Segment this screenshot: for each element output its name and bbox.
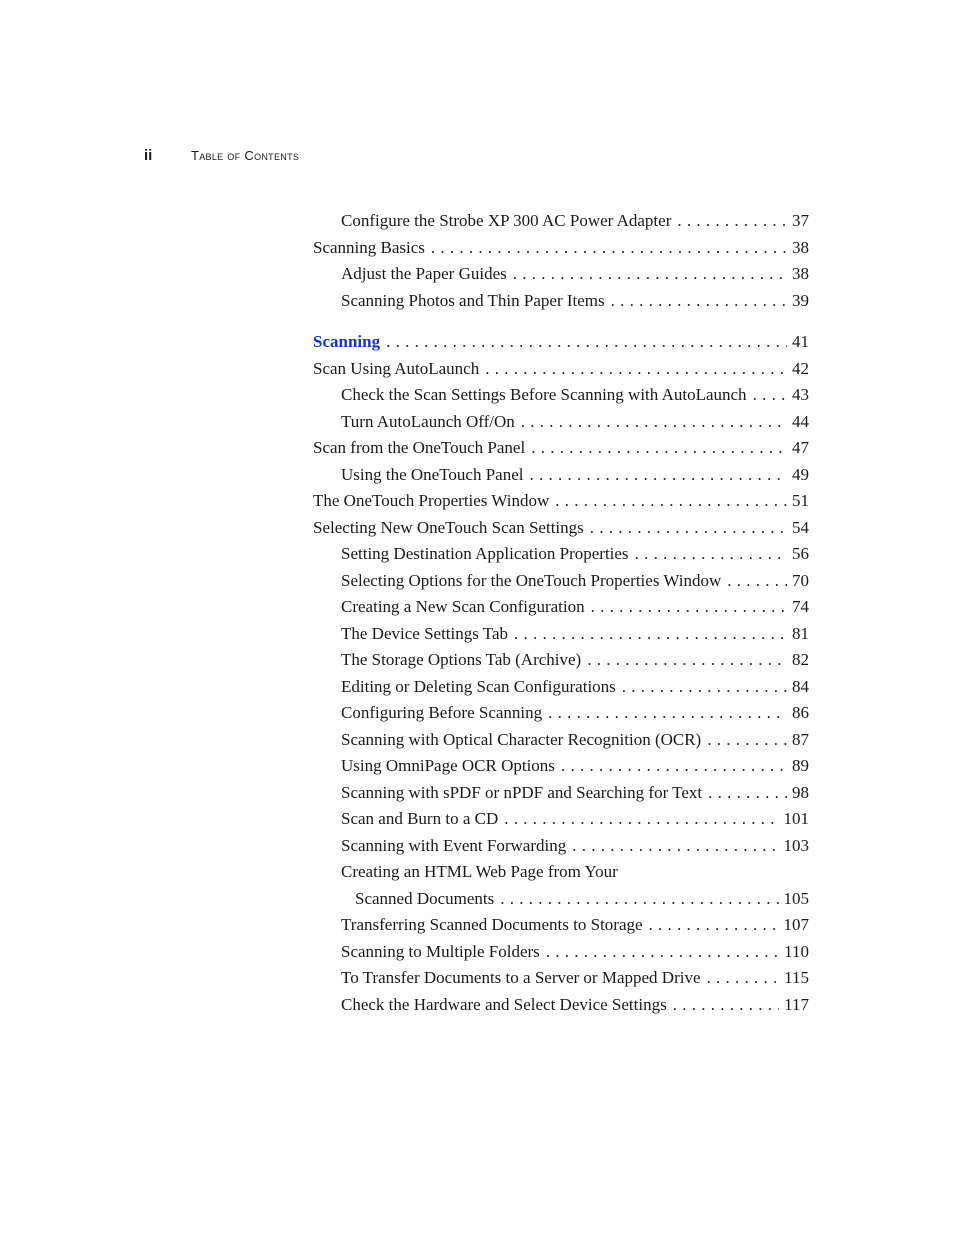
toc-entry[interactable] [341,780,809,807]
toc-entry-title: Configure the Strobe XP 300 AC Power Adapter [341,211,672,230]
toc-entry[interactable] [341,674,809,701]
toc-entry-title: The Storage Options Tab (Archive) [341,650,582,669]
dot-leader [590,515,787,542]
dot-leader [431,235,787,262]
toc-page-number: 82 [792,650,809,669]
dot-leader [555,488,787,515]
toc-entry-title: Selecting Options for the OneTouch Properties Window [341,570,722,590]
toc-entry-title: Scanning with sPDF or nPDF and Searching for Text [341,782,703,802]
toc-entry[interactable] [341,462,809,489]
toc-entry-title: Turn AutoLaunch Off/On [341,411,515,431]
toc-entry[interactable] [341,753,809,780]
toc-entry-title: Using OmniPage OCR Options [341,756,555,775]
toc-entry-title: Check the Scan Settings Before Scanning with AutoLaunch [341,385,747,404]
dot-leader [521,409,787,436]
toc-entry[interactable] [341,806,809,833]
toc-entry-title: Scan Using AutoLaunch [313,358,480,378]
toc-entry-row [341,594,809,621]
toc-entry-row [341,939,809,966]
toc-entry-row [313,435,809,462]
toc-page-number: 41 [792,332,809,351]
toc-entry[interactable] [341,992,809,1019]
toc-page-number: 37 [792,211,809,230]
toc-page-number: 117 [784,994,809,1014]
toc-page-number: 42 [792,358,809,378]
toc-entry-title: To Transfer Documents to a Server or Mapped Drive [341,968,701,987]
header-title: Table of Contents [191,148,300,163]
toc-entry-row [341,674,809,701]
dot-leader [753,382,787,409]
toc-entry[interactable] [341,568,809,595]
toc-entry-row [341,462,809,489]
dot-leader [514,621,787,648]
toc-page-number: 84 [792,676,809,696]
dot-leader [622,674,787,701]
dot-leader [677,208,787,235]
toc-page-number: 70 [792,570,809,590]
dot-leader [649,912,779,939]
toc-entry[interactable] [341,859,809,912]
toc-page-number: 87 [792,729,809,749]
toc-page-number: 47 [792,438,809,457]
toc-entry-title: Configuring Before Scanning [341,703,543,722]
toc-entry-row [313,515,809,542]
toc-entry[interactable] [341,261,809,288]
toc-entry[interactable] [313,356,809,383]
toc-entry-row [341,541,809,568]
toc-entry[interactable] [341,647,809,674]
toc-entry-row [341,261,809,288]
toc-entry[interactable] [341,939,809,966]
dot-leader [485,356,787,383]
dot-leader [727,568,787,595]
toc-page-number: 74 [792,597,809,616]
dot-leader [635,541,787,568]
toc-entry-title: Scanning [313,332,381,351]
toc-page-number: 49 [792,464,809,484]
toc-page-number: 54 [792,517,809,537]
toc-entry[interactable] [341,288,809,315]
toc-entry[interactable] [341,594,809,621]
toc-entry-title: Adjust the Paper Guides [341,264,507,283]
toc-page-number: 101 [783,809,809,828]
toc-entry-row [341,806,809,833]
toc-entry[interactable] [341,621,809,648]
toc-entry[interactable] [313,435,809,462]
toc-entry[interactable] [341,382,809,409]
toc-page-number: 43 [792,385,809,404]
toc-entry-row [341,409,809,436]
toc-page-number: 89 [792,756,809,775]
toc-page-number: 38 [792,237,809,257]
toc-entry-row [341,382,809,409]
toc-entry-title: Scanning to Multiple Folders [341,941,540,961]
toc-entry-title: Creating a New Scan Configuration [341,597,585,616]
dot-leader [500,886,778,913]
dot-leader [707,727,787,754]
toc-entry[interactable] [341,541,809,568]
dot-leader [611,288,787,315]
toc-entry[interactable] [313,515,809,542]
dot-leader [531,435,787,462]
toc-entry-title: Scanning Photos and Thin Paper Items [341,290,605,310]
running-header [144,147,299,169]
toc-entry[interactable] [313,488,809,515]
toc-entry-row [341,753,809,780]
dot-leader [548,700,787,727]
toc-entry-row [313,329,809,356]
toc-entry-row [341,833,809,860]
toc-entry-row [341,647,809,674]
toc-entry[interactable] [341,700,809,727]
dot-leader [708,780,787,807]
toc-page-number: 44 [792,411,809,431]
toc-page-number: 110 [784,941,809,961]
toc-entry-row [341,886,809,913]
toc-entry-title: Check the Hardware and Select Device Settings [341,994,667,1014]
toc-entry-title: Scan from the OneTouch Panel [313,438,526,457]
toc-entry-title: Editing or Deleting Scan Configurations [341,676,616,696]
toc-page-number: 56 [792,544,809,563]
dot-leader [707,965,780,992]
dot-leader [587,647,787,674]
toc-entry-title: The Device Settings Tab [341,623,509,643]
toc-entry-row [341,700,809,727]
toc-page-number: 81 [792,623,809,643]
toc-entry-row [313,235,809,262]
toc-entry[interactable] [341,912,809,939]
toc-entry-row [341,568,809,595]
dot-leader [673,992,779,1019]
toc-chapter-entry[interactable] [313,329,809,356]
toc-page-number: 115 [784,968,809,987]
toc-entry-row [341,288,809,315]
toc-entry-title: Selecting New OneTouch Scan Settings [313,517,584,537]
toc-entry-row [341,727,809,754]
dot-leader [572,833,778,860]
toc-page-number: 98 [792,782,809,802]
toc-entry-row [313,488,809,515]
table-of-contents [313,208,809,1018]
toc-entry-row [313,356,809,383]
toc-entry-title: Transferring Scanned Documents to Storage [341,915,643,934]
toc-entry[interactable] [341,409,809,436]
toc-page-number: 107 [783,915,809,934]
toc-page-number: 105 [783,888,809,908]
dot-leader [504,806,778,833]
toc-entry-row [341,912,809,939]
dot-leader [561,753,787,780]
dot-leader [591,594,787,621]
toc-page-number: 86 [792,703,809,722]
dot-leader [529,462,787,489]
dot-leader [513,261,787,288]
toc-entry-title: The OneTouch Properties Window [313,491,550,510]
toc-entry[interactable] [341,208,809,235]
toc-entry-row [341,992,809,1019]
toc-entry-row [341,621,809,648]
toc-page-number: 103 [783,835,809,855]
toc-entry-row [341,965,809,992]
page-number: ii [144,147,153,164]
toc-entry-title: Scanning Basics [313,237,425,257]
toc-page-number: 39 [792,290,809,310]
toc-page-number: 38 [792,264,809,283]
toc-page-number: 51 [792,491,809,510]
toc-entry-title: Scanning with Optical Character Recognition (OCR) [341,729,702,749]
toc-entry-title: Scan and Burn to a CD [341,809,499,828]
toc-entry-title: Using the OneTouch Panel [341,464,524,484]
toc-entry-row [341,780,809,807]
dot-leader [386,329,787,356]
toc-entry-row [341,208,809,235]
dot-leader [546,939,779,966]
toc-entry[interactable] [313,235,809,262]
toc-entry-title: Creating an HTML Web Page from Your [341,862,618,881]
toc-entry[interactable] [341,833,809,860]
toc-entry-title-continued: Scanned Documents [355,888,495,908]
toc-entry-title: Setting Destination Application Properties [341,544,629,563]
toc-entry-title: Scanning with Event Forwarding [341,835,567,855]
toc-entry[interactable] [341,965,809,992]
toc-entry[interactable] [341,727,809,754]
